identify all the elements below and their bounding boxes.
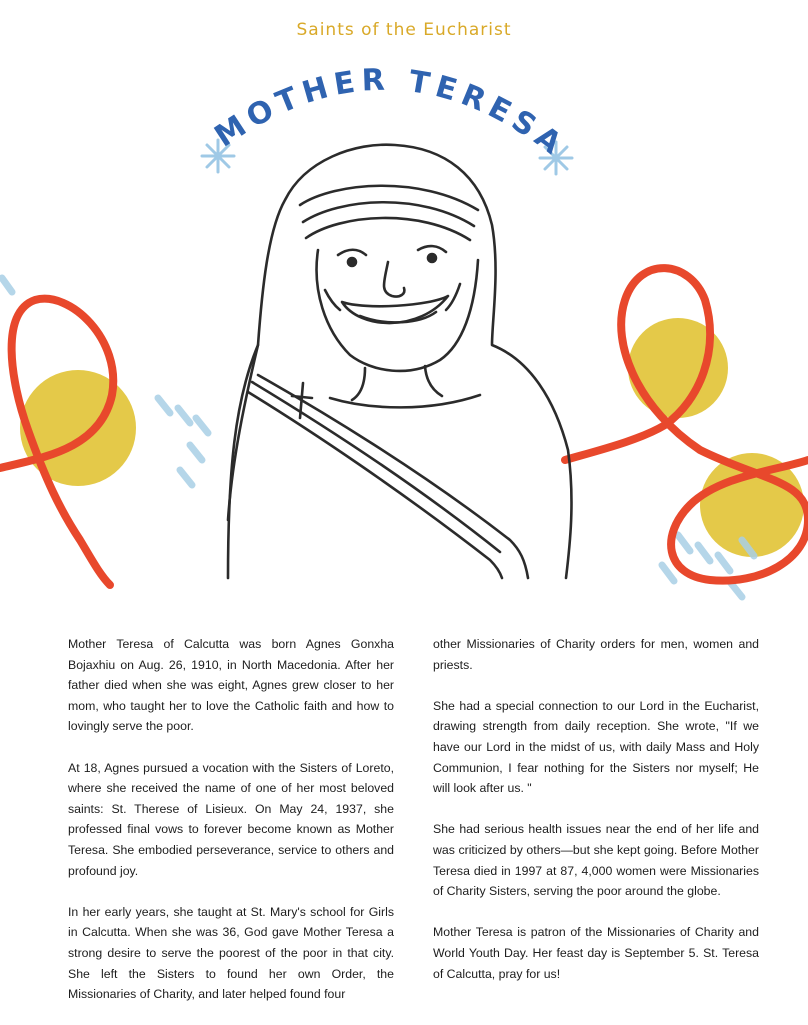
portrait-drawing xyxy=(228,145,572,578)
body-column-left xyxy=(68,634,394,1025)
series-title: Saints of the Eucharist xyxy=(296,20,512,40)
paragraph-orders: other Missionaries of Charity orders for men, women and priests. xyxy=(433,637,759,672)
paragraph-patronage: Mother Teresa is patron of the Missionaries of Charity and World Youth Day. Her feast day is September 5. St. Teresa of Calcutta, pray for us! xyxy=(433,925,759,981)
yellow-dot-left xyxy=(20,370,136,486)
paragraph-eucharist: She had a special connection to our Lord in the Eucharist, drawing strength from daily reception. She wrote, "If we have our Lord in the midst of us, with daily Mass and Holy Communion, I fear nothing for the Sisters nor myself; He will look after us. " xyxy=(433,698,759,796)
paragraph-birth: Mother Teresa of Calcutta was born Agnes Gonxha Bojaxhiu on Aug. 26, 1910, in North Macedonia. After her father died when she was eight, Agnes grew closer to her mom, who taught her to love the Catholic faith and how to lovingly serve the poor. xyxy=(68,637,394,734)
paragraph-early-years: In her early years, she taught at St. Mary's school for Girls in Calcutta. When she was 36, God gave Mother Teresa a strong desire to serve the poorest of the poor in that city. She left the Sisters to found her own Order, the Missionaries of Charity, and later helped found four xyxy=(68,904,394,1002)
paragraph-vocation: At 18, Agnes pursued a vocation with the Sisters of Loreto, where she received the name of one of her most beloved saints: St. Therese of Lisieux. On May 24, 1937, she professed final vows to forever become known as Mother Teresa. She embodied perseverance, service to others and profound joy. xyxy=(68,760,394,878)
body-column-right xyxy=(433,634,759,1005)
page-title: MOTHER TERESA xyxy=(208,62,573,165)
paragraph-later-life: She had serious health issues near the end of her life and was criticized by others—but she kept going. Before Mother Teresa died in 1997 at 87, 4,000 women were Missionaries of Charity Sisters, serving the poor around the globe. xyxy=(433,822,759,899)
